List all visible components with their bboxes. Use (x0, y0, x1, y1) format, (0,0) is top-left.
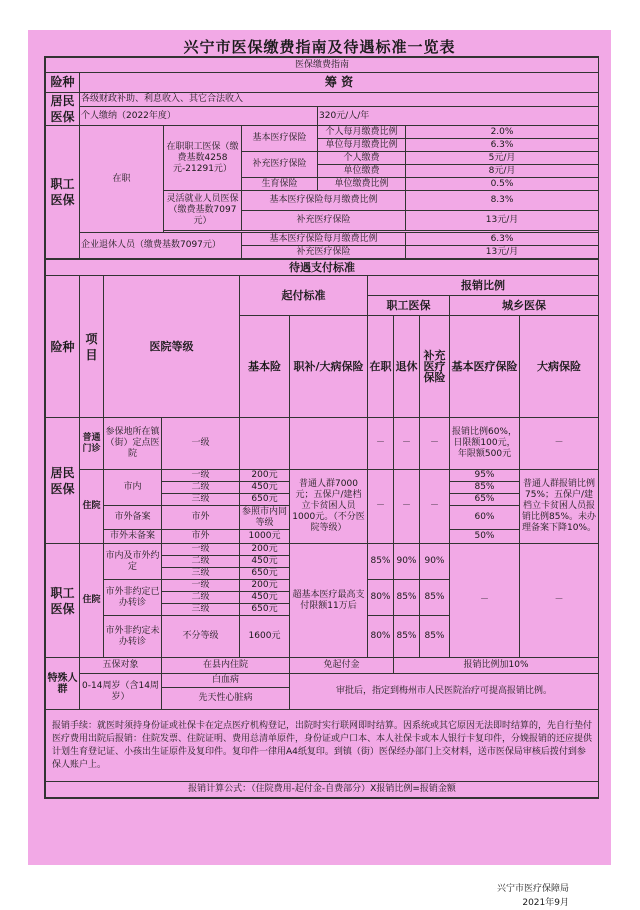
resident-supp-note: 普通人群7000元；五保户/建档立卡贫困人员1000元。（不分医院等级） (290, 470, 368, 544)
resident-personal-value: 320元/人/年 (318, 107, 599, 126)
level: 三级 (162, 568, 240, 580)
ratio: 80% (368, 616, 394, 658)
special-c4: 报销比例加10% (394, 658, 599, 674)
basic-label: 基本医疗保险 (242, 126, 318, 152)
h-onjob: 在职 (368, 316, 394, 418)
ratio: 50% (450, 530, 520, 544)
fee-heading: 医保缴费指南 (46, 58, 599, 73)
level: 一级 (162, 580, 240, 592)
fee-item: 单位缴费 (318, 165, 406, 178)
retire-supp-label: 补充医疗保险 (242, 246, 406, 259)
level: 三级 (162, 494, 240, 506)
ratio: 85% (394, 616, 420, 658)
special-c2: 在县内住院 (162, 658, 290, 674)
level: 一级 (162, 544, 240, 556)
deduct: 200元 (240, 580, 290, 592)
maternity-label: 生育保险 (242, 178, 318, 191)
ratio: 95% (450, 470, 520, 482)
flex-basic-label: 基本医疗保险每月缴费比例 (242, 191, 406, 211)
special-label: 特殊人群 (46, 658, 80, 710)
col-type: 险种 (46, 73, 80, 93)
onjob-group: 在职职工医保（缴费基数4258元-21291元） (164, 126, 242, 191)
resident-personal-label: 个人缴纳（2022年度） (80, 107, 318, 126)
fee-item: 单位缴费比例 (318, 178, 406, 191)
document-page (28, 30, 611, 908)
fee-value: 2.0% (406, 126, 599, 139)
outside-label: 市外 (162, 506, 240, 530)
outpatient-level: 一级 (162, 418, 240, 470)
nolevel: 不分等级 (162, 616, 240, 658)
retire-label: 企业退休人员（缴费基数7097元） (80, 233, 242, 259)
ratio: 65% (450, 494, 520, 506)
flex-group: 灵活就业人员医保（缴费基数7097元） (164, 191, 242, 231)
issuer: 兴宁市医疗保障局 (496, 884, 569, 894)
h-item: 项目 (80, 276, 104, 418)
footer (497, 882, 569, 910)
employee-label: 职工医保 (46, 126, 80, 259)
h-urban: 城乡医保 (450, 296, 599, 316)
dash: － (394, 418, 420, 470)
ratio: 60% (450, 506, 520, 530)
emp-group-1: 市内及市外约定 (104, 544, 162, 580)
h-deduct: 起付标准 (240, 276, 368, 316)
special-note: 审批后，指定到梅州市人民医院治疗可提高报销比例。 (290, 674, 599, 710)
h-basic: 基本险 (240, 316, 290, 418)
emp-inpatient-label: 住院 (80, 544, 104, 658)
city-label: 市内 (104, 470, 162, 506)
unfiled-label: 市外未备案 (104, 530, 162, 544)
dash: － (420, 470, 450, 544)
fee-item: 单位每月缴费比例 (318, 139, 406, 152)
formula-text: 报销计算公式：（住院费用-起付金-自费部分）X报销比例=报销金额 (46, 782, 599, 798)
retire-basic-value: 6.3% (406, 233, 599, 246)
dash: － (420, 418, 450, 470)
outpatient-label: 普通门诊 (80, 418, 104, 470)
supp-label: 补充医疗保险 (242, 152, 318, 178)
fee-value: 8元/月 (406, 165, 599, 178)
dash: － (368, 418, 394, 470)
resident-source: 各级财政补助、利息收入、其它合法收入 (80, 93, 599, 107)
benefit-heading: 待遇支付标准 (46, 260, 599, 276)
deduct: 650元 (240, 604, 290, 616)
deduct: 450元 (240, 482, 290, 494)
ratio: 90% (394, 544, 420, 580)
level: 一级 (162, 470, 240, 482)
retire-supp-value: 13元/月 (406, 246, 599, 259)
dash: － (450, 544, 520, 658)
dash: － (520, 544, 599, 658)
page-title: 兴宁市医保缴费指南及待遇标准一览表 (183, 38, 456, 56)
inpatient-label: 住院 (80, 470, 104, 544)
resident-label: 居民医保 (46, 93, 80, 126)
level: 二级 (162, 556, 240, 568)
fee-item: 个人缴费 (318, 152, 406, 165)
h-big: 大病保险 (520, 316, 599, 418)
special-age: 0-14周岁（含14周岁） (80, 674, 162, 710)
ratio: 85% (450, 482, 520, 494)
outpatient-ratio: 报销比例60%，日限额100元，年限额500元 (450, 418, 520, 470)
deduct: 450元 (240, 556, 290, 568)
flex-basic-value: 8.3% (406, 191, 599, 211)
special-d2: 先天性心脏病 (162, 688, 290, 710)
deduct: 200元 (240, 470, 290, 482)
special-c3: 免起付金 (290, 658, 394, 674)
flex-supp-value: 13元/月 (406, 211, 599, 231)
level: 二级 (162, 482, 240, 494)
unfiled-deduct: 1000元 (240, 530, 290, 544)
ratio: 85% (420, 616, 450, 658)
h-retire: 退休 (394, 316, 420, 418)
ratio: 85% (368, 544, 394, 580)
h-level: 医院等级 (104, 276, 240, 418)
ratio: 85% (394, 580, 420, 616)
emp-group-2: 市外非约定已办转诊 (104, 580, 162, 616)
retire-basic-label: 基本医疗保险每月缴费比例 (242, 233, 406, 246)
outpatient-place: 参保地所在镇（街）定点医院 (104, 418, 162, 470)
level: 三级 (162, 604, 240, 616)
fee-table (44, 56, 599, 799)
deduct: 450元 (240, 592, 290, 604)
ratio: 85% (420, 580, 450, 616)
ratio: 80% (368, 580, 394, 616)
resident-big-note: 普通人群报销比例75%；五保户/建档立卡贫困人员报销比例85%。未办理备案下降10%。 (520, 470, 599, 544)
dash: － (520, 418, 599, 470)
nolevel-deduct: 1600元 (240, 616, 290, 658)
issue-date: 2021年9月 (522, 898, 569, 908)
h-basic-med: 基本医疗保险 (450, 316, 520, 418)
outside-label: 市外 (162, 530, 240, 544)
h-supp-big: 职补/大病保险 (290, 316, 368, 418)
deduct: 650元 (240, 568, 290, 580)
h-supp: 补充医疗保险 (420, 316, 450, 418)
h-ratio: 报销比例 (368, 276, 599, 296)
filed-label: 市外备案 (104, 506, 162, 530)
dash: － (394, 470, 420, 544)
fee-value: 0.5% (406, 178, 599, 191)
h-emp: 职工医保 (368, 296, 450, 316)
b-employee-label: 职工医保 (46, 544, 80, 658)
dash: － (368, 470, 394, 544)
level: 二级 (162, 592, 240, 604)
emp-supp-note: 超基本医疗最高支付限额11万后 (290, 544, 368, 658)
ratio: 90% (420, 544, 450, 580)
fee-value: 5元/月 (406, 152, 599, 165)
filed-deduct: 参照市内同等级 (240, 506, 290, 530)
emp-group-3: 市外非约定未办转诊 (104, 616, 162, 658)
fee-value: 6.3% (406, 139, 599, 152)
col-fund: 筹 资 (80, 73, 599, 93)
deduct: 200元 (240, 544, 290, 556)
b-resident-label: 居民医保 (46, 418, 80, 544)
special-d1: 白血病 (162, 674, 290, 688)
fee-item: 个人每月缴费比例 (318, 126, 406, 139)
special-c1: 五保对象 (80, 658, 162, 674)
deduct: 650元 (240, 494, 290, 506)
onjob-label: 在职 (80, 126, 164, 233)
flex-supp-label: 补充医疗保险 (242, 211, 406, 231)
procedure-text: 报销手续：就医时须持身份证或社保卡在定点医疗机构登记，出院时实行联网即时结算。因系统或其它原因无法即时结算的，先自行垫付医疗费用出院后报销：住院发票、住院证明、费用总清单原件，身份证或户口本、本人社保卡或本人银行卡复印件，分娩报销的还应提供计划生育登记证、小孩出生证原件及复印件。复印件一律用A4纸复印。到镇（街）医保经办部门上交材料，送市医保局审核后拨付到参保人账户上。 (46, 710, 599, 782)
h-type: 险种 (46, 276, 80, 418)
